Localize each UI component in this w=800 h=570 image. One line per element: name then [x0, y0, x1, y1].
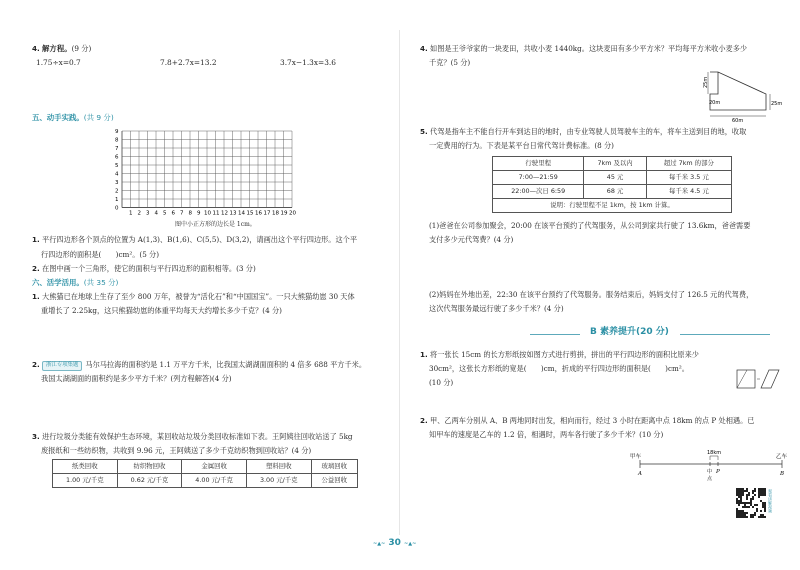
car-meeting-question: 2. 甲、乙两车分别从 A、B 两地同时出发，相向而行，经过 3 小时在距离中点 18km 的点 P 处相遇。已 [420, 416, 755, 425]
question-title: 解方程。 [42, 44, 72, 53]
grid-x-label: 6 [171, 210, 175, 217]
table-header: 行驶里程 [493, 157, 584, 171]
grid-x-label: 7 [180, 210, 184, 217]
midpoint-label: 点 [707, 476, 713, 482]
grid-x-label: 20 [289, 210, 296, 217]
recycling-table [52, 459, 358, 488]
table-header: 超过 7km 的部分 [646, 157, 731, 171]
wheat-question-cont: 千克？(5 分) [429, 58, 471, 67]
grid-x-label: 16 [255, 210, 262, 217]
table-cell: 22:00—次日 6:59 [493, 185, 584, 199]
zhejiang-tag: 浙江专项集题 [42, 361, 82, 371]
grid-x-label: 2 [137, 210, 141, 217]
question-points: (9 分) [71, 44, 92, 53]
paper-cut-question: 1. 将一张长 15cm 的长方形纸按如图方式进行剪拼，拼出的平行四边形的面积比原来少 [420, 350, 699, 359]
chauffeur-question: 5. 代驾是指车主不能自行开车到达目的地时，由专业驾驶人员驾驶车主的车，将车主送到目的地，收取 [420, 127, 747, 136]
table-cell: 7:00—21:59 [493, 171, 584, 185]
applied-question-2-cont: 我国太湖湖面的面积约是多少平方千米？(列方程解答)(4 分) [41, 374, 232, 383]
grid-x-label: 12 [221, 210, 228, 217]
grid-x-label: 19 [280, 210, 288, 217]
chauffeur-subquestion-1-cont: 支付多少元代驾费？(4 分) [429, 235, 514, 244]
table-header: 纸类回收 [53, 460, 118, 474]
car-meeting-diagram [630, 448, 790, 484]
section-5-heading: 五、动手实践。(共 9 分) [32, 113, 114, 122]
point-p-label: P [716, 469, 720, 475]
dimension-label: 20m [709, 100, 721, 106]
qr-caption: 观看讲解视频 [768, 489, 773, 513]
grid-x-label: 11 [212, 210, 220, 217]
coordinate-grid [112, 126, 312, 236]
applied-question-1-cont: 重增长了 2.25kg，这只熊猫幼崽的体重平均每天大约增长多少千克？(4 分) [41, 306, 282, 315]
grid-y-label: 7 [115, 146, 119, 152]
table-row [493, 199, 732, 213]
grid-x-label: 8 [188, 210, 192, 217]
table-cell: 68 元 [584, 185, 646, 199]
page-number: ~▲~ 30 ~▲~ [373, 538, 417, 548]
table-row [53, 460, 358, 474]
chauffeur-fee-table [492, 156, 732, 213]
paper-cut-question-cont: 30cm²，这张长方形纸的宽是( )cm，折成的平行四边形的面积是( )cm²。 [429, 364, 689, 373]
grid-y-label: 9 [115, 129, 119, 135]
chauffeur-question-cont: 一定费用的行为。下表是某平台日常代驾计费标准。(8 分) [429, 141, 614, 150]
right-column [400, 0, 800, 570]
grid-y-label: 2 [115, 188, 119, 195]
table-cell: 0.62 元/千克 [117, 474, 182, 488]
car-a-label: 甲车 [630, 454, 642, 460]
grid-x-label: 18 [272, 210, 279, 217]
table-row [493, 157, 732, 171]
table-cell: 45 元 [584, 171, 646, 185]
dimension-label: 25m [703, 76, 709, 88]
grid-x-label: 4 [154, 210, 158, 217]
grid-y-label: 0 [115, 205, 119, 212]
car-b-label: 乙车 [776, 454, 788, 460]
applied-question-2: 2. 浙江专项集题 马尔马拉海的面积约是 1.1 万平方千米，比我国太湖湖面面积的 4 倍多 688 平方千米。 [32, 360, 367, 369]
grid-x-label: 15 [246, 210, 254, 217]
table-row [493, 171, 732, 185]
grid-y-label: 5 [115, 163, 119, 169]
car-meeting-question-cont: 知甲车的速度是乙车的 1.2 倍，相遇时，两车各行驶了多少千米？(10 分) [429, 430, 664, 439]
point-a-label: A [638, 471, 642, 477]
wheat-question: 4. 如图是王爷爷家的一块麦田，共收小麦 1440kg。这块麦田有多少平方米？平均每平方米收小麦多少 [420, 44, 748, 53]
table-cell: 每千米 3.5 元 [646, 171, 731, 185]
grid-caption: 图中小正方形的边长是 1cm。 [175, 221, 256, 228]
grid-x-label: 5 [163, 210, 167, 217]
chauffeur-subquestion-2: (2)妈妈在外地出差，22:30 在该平台预约了代驾服务。服务结束后，妈妈支付了 126.5 元的代驾费， [429, 290, 754, 299]
table-header: 玻璃回收 [311, 460, 357, 474]
equation-2: 7.8+2.7x=13.2 [160, 58, 217, 67]
equation-3: 3.7x−1.3x=3.6 [280, 58, 336, 67]
grid-x-label: 10 [204, 210, 211, 217]
table-cell: 公益回收 [311, 474, 357, 488]
applied-question-3-cont: 废报纸和一些纺织物，共收到 9.96 元，王阿姨送了多少千克纺织物到回收站？(4 分) [41, 446, 312, 455]
table-cell: 3.00 元/千克 [246, 474, 311, 488]
grid-x-label: 13 [229, 210, 237, 217]
grid-x-label: 9 [197, 210, 201, 217]
table-row [53, 474, 358, 488]
grid-y-label: 8 [115, 137, 119, 144]
equation-1: 1.75÷x=0.7 [36, 58, 81, 67]
grid-x-label: 3 [146, 210, 150, 217]
chauffeur-subquestion-2-cont: 这次代驾服务最远行驶了多少千米？(4 分) [429, 304, 564, 313]
practice-question-1: 1. 平行四边形各个顶点的位置为 A(1,3)、B(1,6)、C(5,5)、D(3,2)，请画出这个平行四边形。这个平 [32, 235, 358, 244]
heading-rule [530, 334, 580, 335]
distance-label: 18km [707, 450, 722, 456]
table-cell: 每千米 4.5 元 [646, 185, 731, 199]
table-header: 纺织物回收 [117, 460, 182, 474]
practice-question-2: 2. 在图中画一个三角形，使它的面积与平行四边形的面积相等。(3 分) [32, 264, 256, 273]
qr-code-icon[interactable] [736, 488, 766, 518]
section-6-heading: 六、活学活用。(共 35 分) [32, 278, 119, 287]
heading-rule [680, 334, 770, 335]
dimension-label: 25m [771, 101, 783, 107]
table-row [493, 185, 732, 199]
table-header: 金属回收 [182, 460, 247, 474]
table-note: 说明：行驶里程不足 1km，按 1km 计算。 [493, 199, 732, 213]
midpoint-label: 中 [707, 469, 713, 475]
grid-x-label: 1 [129, 210, 133, 217]
grid-y-label: 3 [115, 180, 119, 186]
grid-y-label: 4 [115, 171, 119, 178]
table-header: 塑料回收 [246, 460, 311, 474]
paper-cut-figure [735, 368, 781, 392]
question-4-solve-equations: 4. 解方程。(9 分) [32, 44, 92, 53]
applied-question-3: 3. 进行垃圾分类能有效保护生态环境，某回收站垃圾分类回收标准如下表。王阿姨往回收站送了 5kg [32, 432, 353, 441]
wheat-field-figure [700, 64, 783, 124]
dimension-label: 60m [732, 118, 744, 124]
section-b-heading: B 素养提升(20 分) [530, 326, 720, 342]
table-header: 7km 及以内 [584, 157, 646, 171]
point-b-label: B [780, 471, 785, 477]
grid-y-label: 6 [115, 154, 119, 161]
grid-x-label: 14 [238, 210, 245, 217]
chauffeur-subquestion-1: (1)爸爸在公司参加聚会，20:00 在该平台预约了代驾服务，从公司到家共行驶了 13.6km，爸爸需要 [429, 221, 751, 230]
grid-x-label: 17 [263, 210, 271, 217]
table-cell: 1.00 元/千克 [53, 474, 118, 488]
grid-y-label: 1 [115, 197, 119, 203]
practice-question-1-cont: 行四边形的面积是( )cm²。(5 分) [41, 250, 160, 259]
applied-question-1: 1. 大熊猫已在地球上生存了至少 800 万年，被誉为“活化石”和“中国国宝”。一只大熊猫幼崽 30 天体 [32, 292, 355, 301]
paper-cut-question-cont2: (10 分) [429, 378, 454, 387]
table-cell: 4.00 元/千克 [182, 474, 247, 488]
